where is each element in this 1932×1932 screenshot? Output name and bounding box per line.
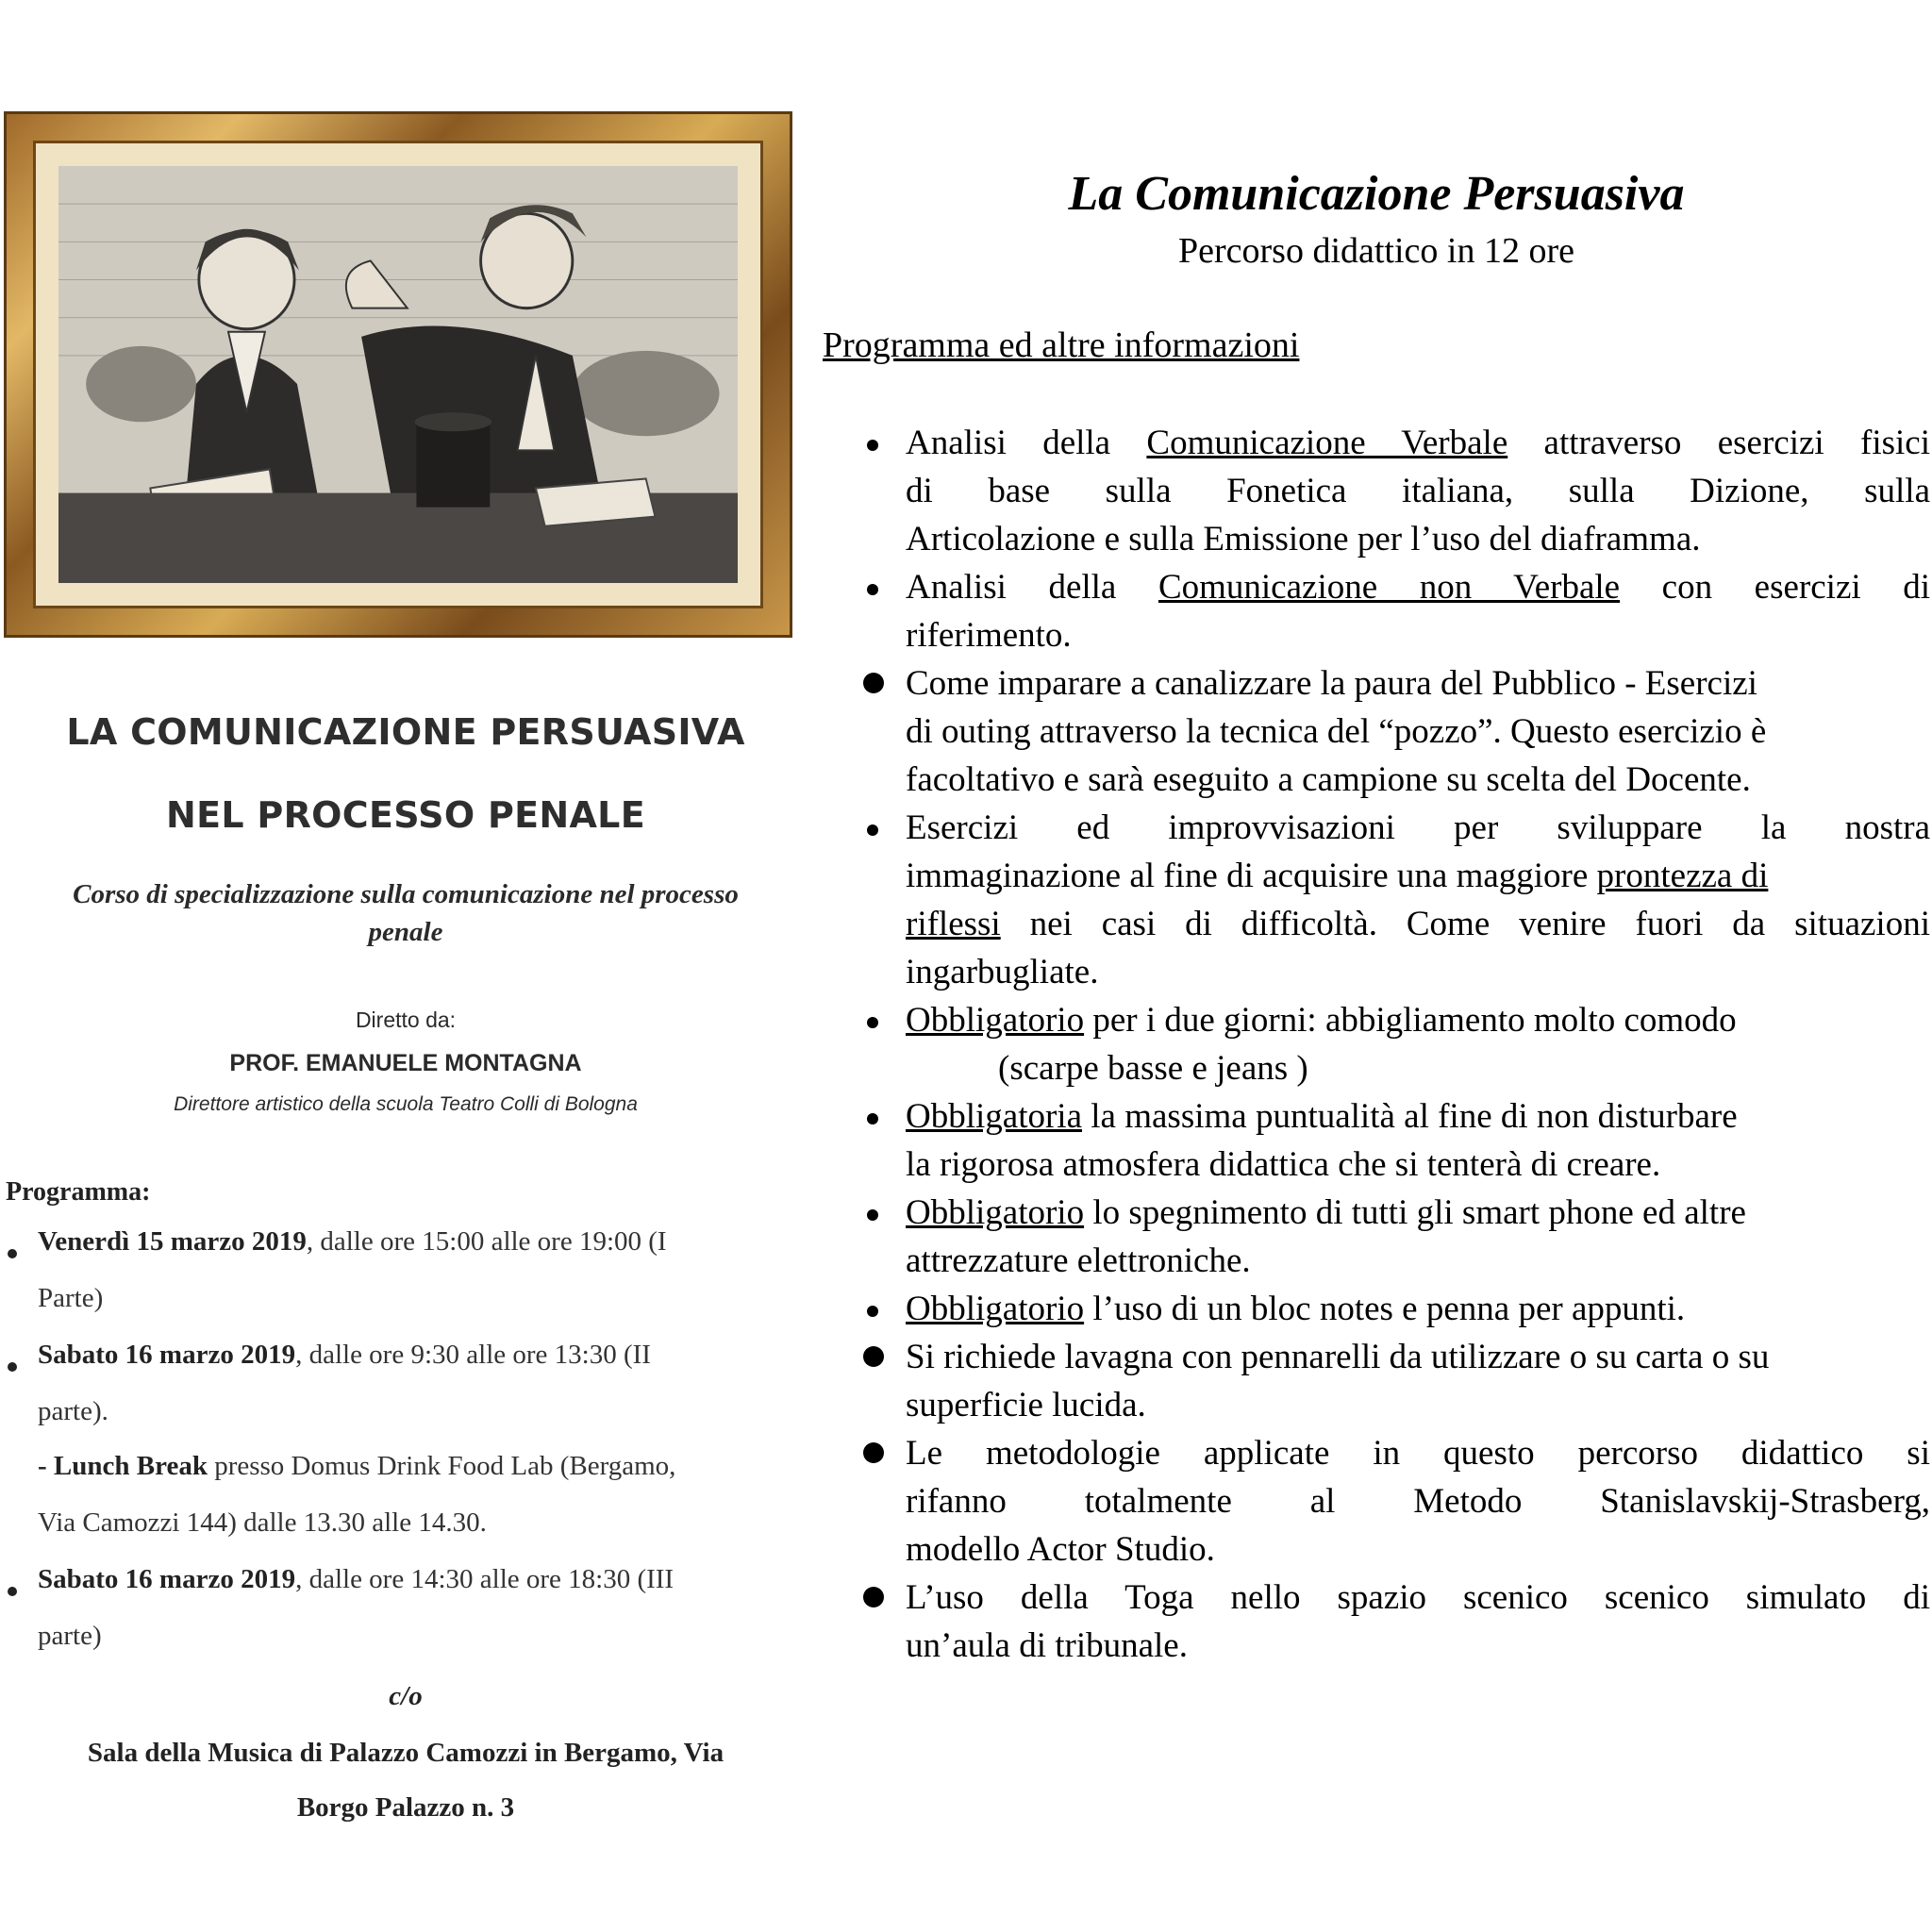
info-item-8-line1 — [906, 1285, 1930, 1333]
info-title: La Comunicazione Persuasiva — [1068, 167, 1685, 221]
lunch-break — [38, 1451, 804, 1482]
info-item-3-line3: facoltativo e sarà eseguito a campione su scelta del Docente. — [906, 760, 1751, 799]
program-item-3-date: Sabato 16 marzo 2019 — [38, 1564, 296, 1594]
info-item-11-line2: un’aula di tribunale. — [906, 1626, 1188, 1665]
info-item-5-line2: (scarpe basse e jeans ) — [998, 1049, 1308, 1088]
poster-title-line1: LA COMUNICAZIONE PERSUASIVA — [66, 711, 745, 753]
info-heading: Programma ed altre informazioni — [823, 325, 1300, 365]
bullet-icon — [863, 1346, 884, 1367]
info-subtitle: Percorso didattico in 12 ore — [1177, 231, 1574, 271]
info-item-4-line3 — [906, 900, 1930, 948]
program-item-1-date: Venerdì 15 marzo 2019 — [38, 1226, 307, 1257]
venue-line1: Sala della Musica di Palazzo Camozzi in Bergamo, Via — [87, 1738, 724, 1768]
info-item-2-line2: riferimento. — [906, 616, 1072, 655]
bullet-icon — [867, 440, 878, 451]
info-item-1-line2: di base sulla Fonetica italiana, sulla Dizione, sulla — [906, 472, 1930, 510]
info-item-6-line1 — [906, 1092, 1930, 1141]
program-item-2 — [38, 1340, 804, 1371]
program-item-1-cont: Parte) — [38, 1283, 104, 1313]
program-item-1-text: , dalle ore 15:00 alle ore 19:00 (I — [306, 1226, 667, 1257]
underlined-term: Obbligatoria — [906, 1097, 1083, 1136]
bullet-icon — [8, 1249, 17, 1258]
program-label: Programma: — [6, 1177, 151, 1207]
info-item-6-line2: la rigorosa atmosfera didattica che si tenterà di creare. — [906, 1145, 1661, 1184]
program-item-1 — [38, 1226, 804, 1257]
info-item-10-line1: Le metodologie applicate in questo percorso didattico si — [906, 1434, 1930, 1473]
info-item-7-line2: attrezzature elettroniche. — [906, 1241, 1251, 1280]
gilded-picture-frame — [4, 111, 792, 638]
bullet-icon — [867, 1306, 878, 1317]
text: Analisi della — [906, 568, 1158, 607]
info-item-9-line1: Si richiede lavagna con pennarelli da utilizzare o su carta o su — [906, 1338, 1770, 1376]
bullet-icon — [867, 1113, 878, 1124]
lawyers-engraving-illustration — [58, 166, 738, 583]
bullet-icon — [863, 673, 884, 693]
director-name: PROF. EMANUELE MONTAGNA — [229, 1050, 582, 1076]
text: con esercizi di — [1620, 568, 1930, 607]
text: l’uso di un bloc notes e penna per appunti. — [1084, 1290, 1686, 1328]
info-item-4-line2 — [906, 852, 1930, 900]
info-item-10-line2: rifanno totalmente al Metodo Stanislavskij-Strasberg, — [906, 1482, 1930, 1521]
info-item-11-line1: L’uso della Toga nello spazio scenico scenico simulato di — [906, 1578, 1930, 1617]
bullet-icon — [8, 1362, 17, 1372]
poster-subtitle-line1: Corso di specializzazione sulla comunicazione nel processo — [73, 879, 739, 909]
text: lo spegnimento di tutti gli smart phone ed altre — [1084, 1193, 1746, 1232]
program-item-2-cont: parte). — [38, 1396, 108, 1426]
bullet-icon — [867, 584, 878, 595]
info-item-2-line1 — [906, 563, 1930, 611]
underlined-term: Comunicazione Verbale — [1146, 424, 1508, 462]
info-item-5-line1 — [906, 996, 1930, 1044]
underlined-term: Obbligatorio — [906, 1193, 1085, 1232]
underlined-term: Obbligatorio — [906, 1290, 1085, 1328]
program-item-3-text: , dalle ore 14:30 alle ore 18:30 (III — [295, 1564, 675, 1594]
lunch-break-text: presso Domus Drink Food Lab (Bergamo, — [207, 1451, 676, 1481]
program-item-3 — [38, 1564, 804, 1595]
text: Analisi della — [906, 424, 1147, 462]
text: attraverso esercizi fisici — [1507, 424, 1930, 462]
program-item-3-cont: parte) — [38, 1621, 102, 1651]
poster-subtitle-line2: penale — [368, 917, 443, 947]
info-item-3-line2: di outing attraverso la tecnica del “pozzo”. Questo esercizio è — [906, 712, 1767, 751]
course-poster — [0, 0, 811, 1932]
info-item-1-line1 — [906, 419, 1930, 467]
text: la massima puntualità al fine di non disturbare — [1082, 1097, 1738, 1136]
bullet-icon — [867, 824, 878, 836]
bullet-icon — [863, 1442, 884, 1463]
info-item-4-line4: ingarbugliate. — [906, 953, 1099, 991]
bullet-icon — [867, 1209, 878, 1221]
program-item-2-text: , dalle ore 9:30 alle ore 13:30 (II — [295, 1340, 651, 1370]
program-item-2-date: Sabato 16 marzo 2019 — [38, 1340, 296, 1370]
directed-by-label: Diretto da: — [355, 1008, 457, 1032]
venue-line2: Borgo Palazzo n. 3 — [296, 1792, 515, 1823]
info-item-1-line3: Articolazione e sulla Emissione per l’uso del diaframma. — [906, 520, 1701, 558]
text: nei casi di difficoltà. Come venire fuori da situazioni — [1000, 905, 1930, 943]
frame-mat — [33, 141, 763, 608]
venue-co: c/o — [389, 1681, 423, 1711]
lunch-break-label: - Lunch Break — [38, 1451, 208, 1481]
info-item-10-line3: modello Actor Studio. — [906, 1530, 1215, 1569]
text: immaginazione al fine di acquisire una maggiore — [906, 857, 1597, 895]
bullet-icon — [863, 1587, 884, 1607]
info-item-9-line2: superficie lucida. — [906, 1386, 1146, 1424]
info-item-7-line1 — [906, 1189, 1930, 1237]
lunch-break-cont: Via Camozzi 144) dalle 13.30 alle 14.30. — [38, 1507, 487, 1538]
director-role: Direttore artistico della scuola Teatro Colli di Bologna — [174, 1093, 638, 1115]
underlined-term: riflessi — [906, 905, 1001, 943]
poster-title-line2: NEL PROCESSO PENALE — [166, 794, 645, 836]
info-item-4-line1: Esercizi ed improvvisazioni per sviluppare la nostra — [906, 808, 1930, 847]
underlined-term: prontezza di — [1596, 857, 1769, 895]
underlined-term: Obbligatorio — [906, 1001, 1085, 1040]
bullet-icon — [8, 1587, 17, 1596]
bullet-icon — [867, 1017, 878, 1028]
text: per i due giorni: abbigliamento molto comodo — [1084, 1001, 1737, 1040]
underlined-term: Comunicazione non Verbale — [1158, 568, 1621, 607]
info-item-3-line1: Come imparare a canalizzare la paura del Pubblico - Esercizi — [906, 664, 1757, 703]
poster-subtitle — [9, 875, 802, 951]
